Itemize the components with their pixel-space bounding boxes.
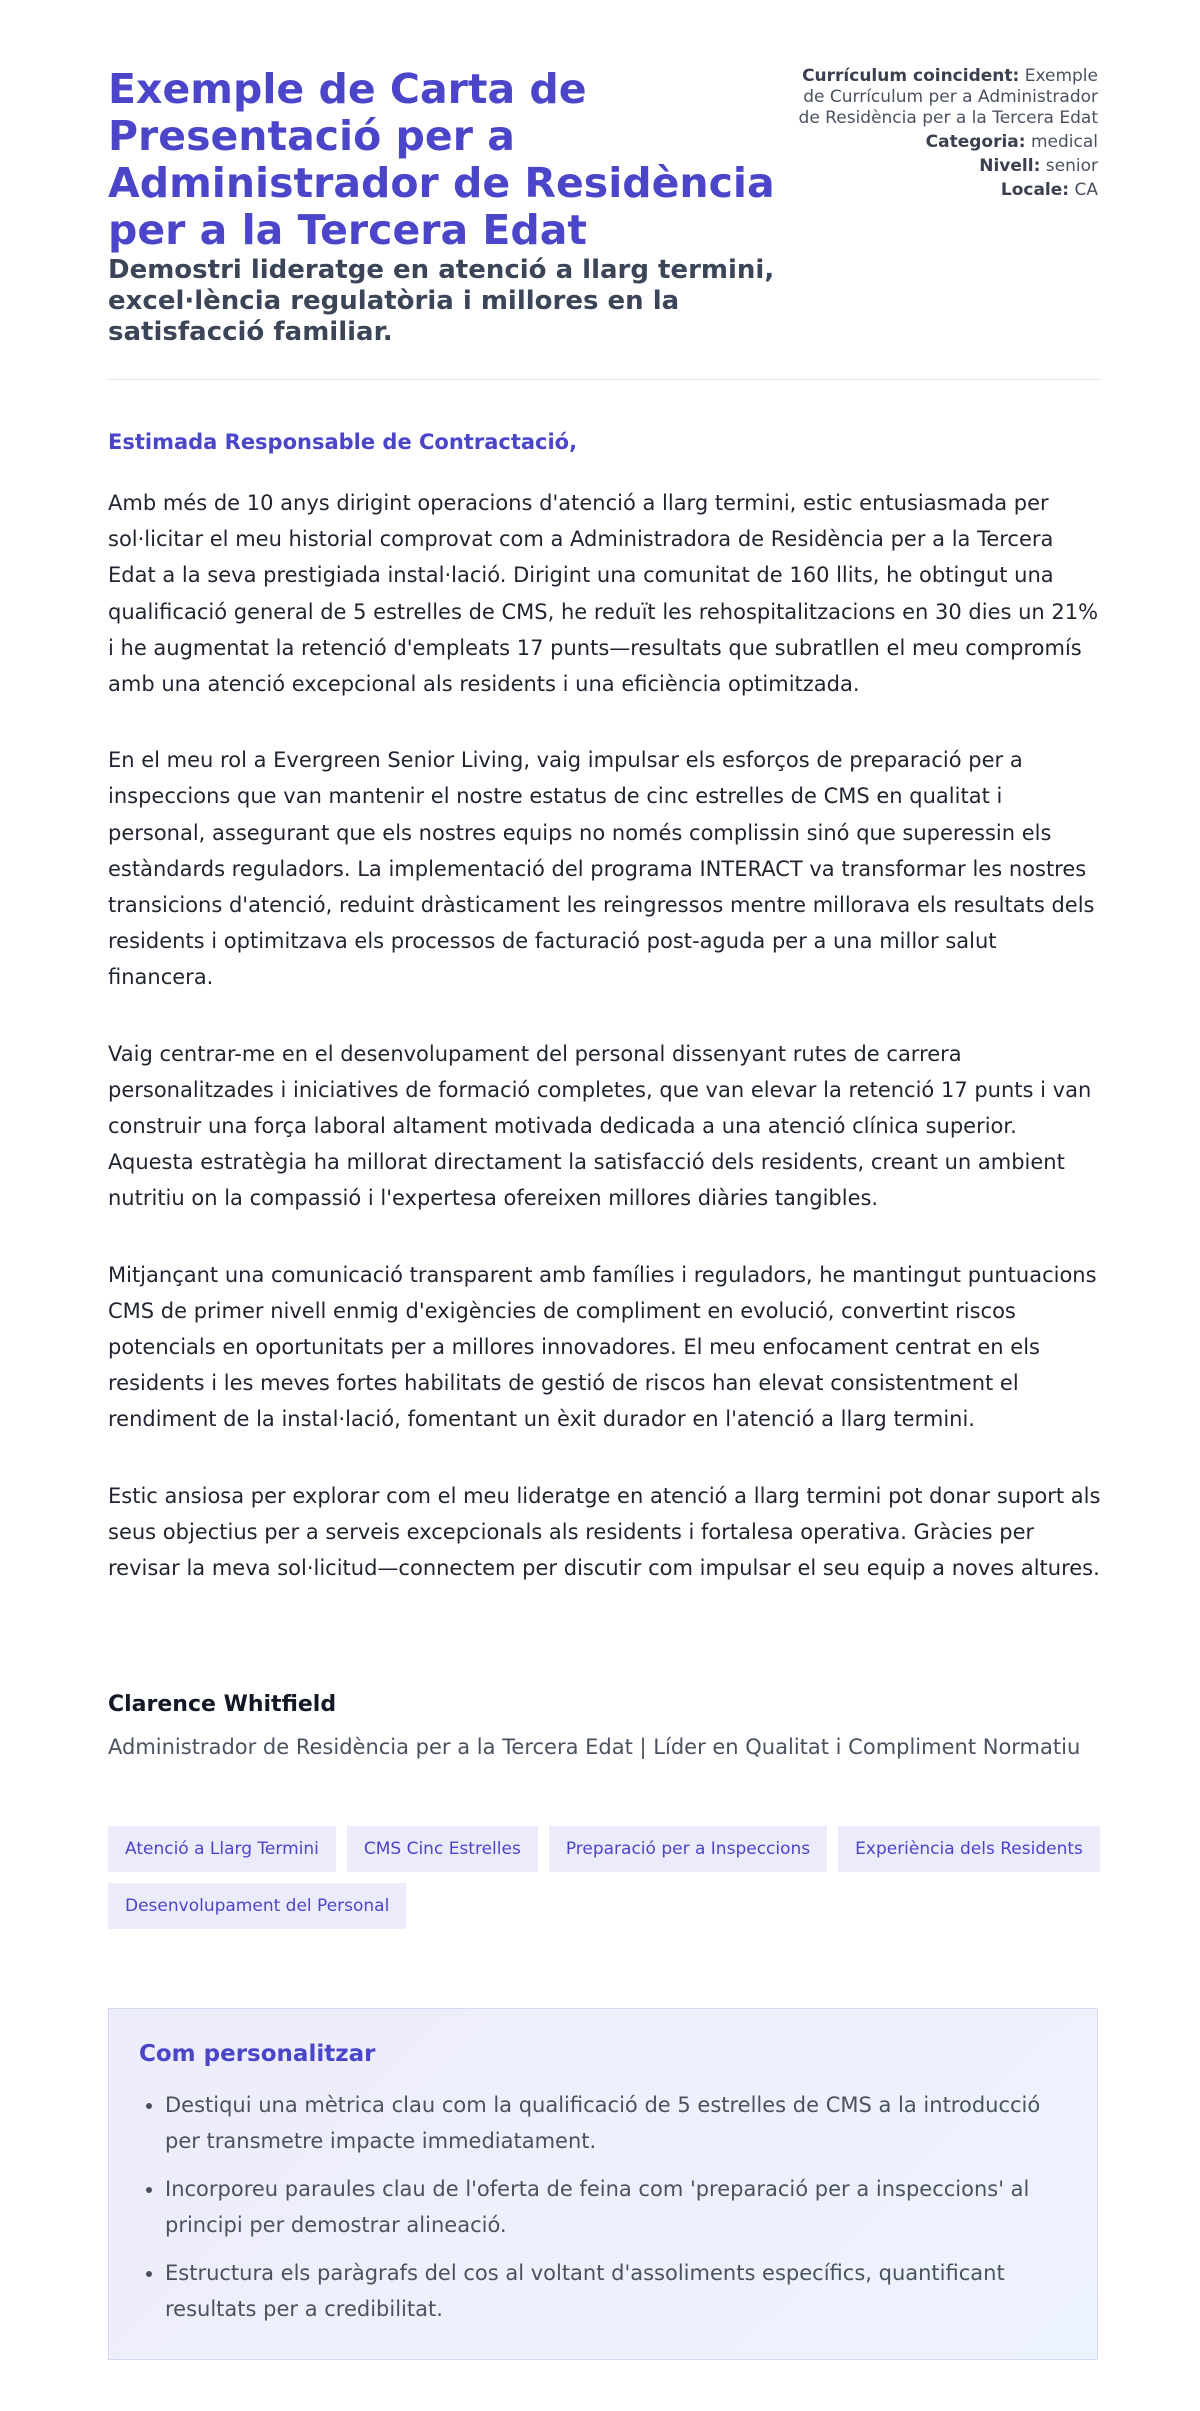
letter-paragraph: Amb més de 10 anys dirigint operacions d'atenció a llarg termini, estic entusiasmada per sol·licitar el meu historial comprovat com a Administradora de Residència per a la Tercera Edat a la seva prestigiada instal·lació. Dirigint una comunitat de 160 llits, he obtingut una qualificació general de 5 estrelles de CMS, he reduït les rehospitalitzacions en 30 dies un 21% i he augmentat la retenció d'empleats 17 punts—resultats que subratllen el meu compromís amb una atenció excepcional als residents i una eficiència optimitzada. (108, 491, 1099, 697)
page-title: Exemple de Carta de Presentació per a Administrador de Residència per a la Tercera Edat (108, 65, 775, 254)
tips-list (139, 2087, 1067, 2327)
meta-locale (778, 180, 1098, 201)
meta-category-value: medical (1030, 132, 1098, 152)
letter-paragraph: Estic ansiosa per explorar com el meu lideratge en atenció a llarg termini pot donar suport als seus objectius per a serveis excepcionals als residents i fortalesa operativa. Gràcies per revisar la meva sol·licitud—connectem per discutir com impulsar el seu equip a noves altures. (108, 1483, 1101, 1581)
signature-name: Clarence Whitfield (108, 1692, 337, 1717)
keyword-tag: Atenció a Llarg Termini (108, 1826, 336, 1872)
keyword-tag: Desenvolupament del Personal (108, 1883, 406, 1929)
page-subtitle: Demostri lideratge en atenció a llarg termini, excel·lència regulatòria i millores en la satisfacció familiar. (108, 255, 775, 347)
meta-category (778, 132, 1098, 153)
meta-resume-link[interactable]: Exemple de Currículum per a Administrador de Residència per a la Tercera Edat (798, 66, 1098, 128)
keyword-tag: Preparació per a Inspeccions (549, 1826, 827, 1872)
meta-category-label: Categoria: (925, 132, 1026, 152)
meta-level (778, 156, 1098, 177)
tip-item: • Destiqui una mètrica clau com la qualificació de 5 estrelles de CMS a la introducció per transmetre impacte immediatament. (165, 2087, 1067, 2159)
meta-resume (778, 66, 1098, 129)
letter-body (108, 485, 1104, 1626)
meta-panel (778, 66, 1098, 204)
signature-block (108, 1690, 1108, 1762)
keyword-tag: Experiència dels Residents (838, 1826, 1100, 1872)
signature-title: Administrador de Residència per a la Tercera Edat | Líder en Qualitat i Compliment Normatiu (108, 1735, 1081, 1759)
customization-tips-box (108, 2008, 1098, 2360)
meta-level-value: senior (1045, 156, 1098, 176)
tip-item: • Incorporeu paraules clau de l'oferta de feina com 'preparació per a inspeccions' al principi per demostrar alineació. (165, 2171, 1067, 2243)
keyword-tag: CMS Cinc Estrelles (347, 1826, 538, 1872)
meta-level-label: Nivell: (979, 156, 1041, 176)
meta-locale-label: Locale: (1000, 180, 1070, 200)
letter-paragraph: Vaig centrar-me en el desenvolupament del personal dissenyant rutes de carrera personalitzades i iniciatives de formació completes, que van elevar la retenció 17 punts i van construir una força laboral altament motivada dedicada a una atenció clínica superior. Aquesta estratègia ha millorat directament la satisfacció dels residents, creant un ambient nutritiu on la compassió i l'expertesa ofereixen millores diàries tangibles. (108, 1041, 1092, 1211)
letter-paragraph: Mitjançant una comunicació transparent amb famílies i reguladors, he mantingut puntuacions CMS de primer nivell enmig d'exigències de compliment en evolució, convertint riscos potencials en oportunitats per a millores innovadores. El meu enfocament centrat en els residents i les meves fortes habilitats de gestió de riscos han elevat consistentment el rendiment de la instal·lació, fomentant un èxit durador en l'atenció a llarg termini. (108, 1262, 1097, 1432)
meta-resume-label: Currículum coincident: (802, 66, 1020, 86)
tip-item: • Estructura els paràgrafs del cos al voltant d'assoliments específics, quantificant resultats per a credibilitat. (165, 2255, 1067, 2327)
letter-paragraph: En el meu rol a Evergreen Senior Living, vaig impulsar els esforços de preparació per a inspeccions que van mantenir el nostre estatus de cinc estrelles de CMS en qualitat i personal, assegurant que els nostres equips no només complissin sinó que superessin els estàndards reguladors. La implementació del programa INTERACT va transformar les nostres transicions d'atenció, reduint dràsticament les reingressos mentre millorava els resultats dels residents i optimitzava els processos de facturació post-aguda per a una millor salut financera. (108, 748, 1095, 990)
letter-greeting: Estimada Responsable de Contractació, (108, 430, 578, 454)
tips-title: Com personalitzar (139, 2041, 376, 2067)
meta-locale-value: CA (1074, 180, 1098, 200)
keyword-tags (108, 1826, 1108, 1929)
header-divider (108, 379, 1100, 380)
